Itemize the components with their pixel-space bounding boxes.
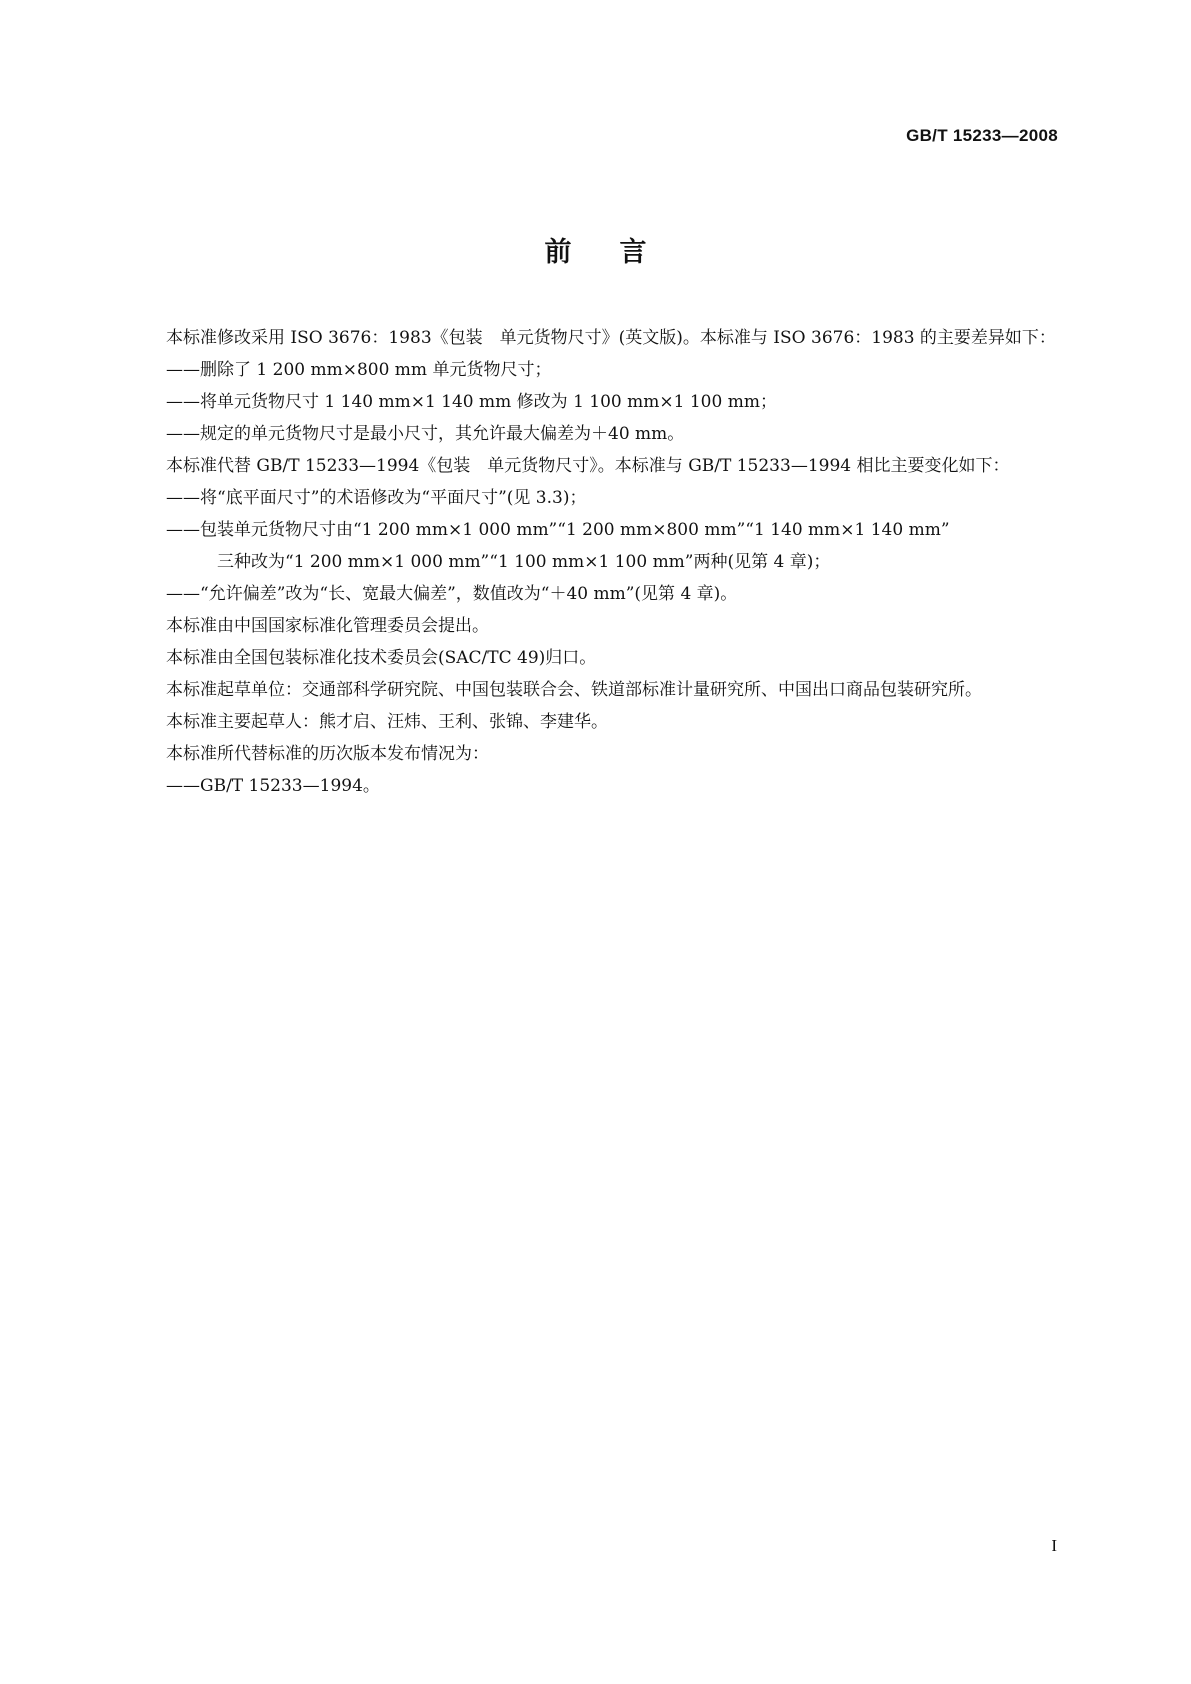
- change-item-1: ——将“底平面尺寸”的术语修改为“平面尺寸”(见 3.3)；: [166, 488, 587, 508]
- paragraph-managed-by: 本标准由全国包装标准化技术委员会(SAC/TC 49)归口。: [166, 648, 597, 668]
- change-item-2-continued: 三种改为“1 200 mm×1 000 mm”“1 100 mm×1 100 mm”两种(见第 4 章)；: [217, 552, 831, 572]
- change-item-3: ——“允许偏差”改为“长、宽最大偏差”，数值改为“＋40 mm”(见第 4 章)。: [166, 584, 738, 604]
- paragraph-adoption: 本标准修改采用 ISO 3676：1983《包装 单元货物尺寸》(英文版)。本标准与 ISO 3676：1983 的主要差异如下：: [166, 328, 1056, 348]
- difference-item-2: ——将单元货物尺寸 1 140 mm×1 140 mm 修改为 1 100 mm×1 100 mm；: [166, 392, 777, 412]
- difference-item-1: ——删除了 1 200 mm×800 mm 单元货物尺寸；: [166, 360, 552, 380]
- change-item-2: ——包装单元货物尺寸由“1 200 mm×1 000 mm”“1 200 mm×800 mm”“1 140 mm×1 140 mm”: [166, 520, 950, 540]
- history-item-1: ——GB/T 15233—1994。: [166, 776, 380, 796]
- standard-code: GB/T 15233—2008: [906, 126, 1058, 145]
- page-title: 前言: [544, 237, 695, 268]
- paragraph-drafting-units: 本标准起草单位：交通部科学研究院、中国包装联合会、铁道部标准计量研究所、中国出口商品包装研究所。: [166, 680, 982, 700]
- page-number: I: [1051, 1536, 1057, 1555]
- paragraph-history: 本标准所代替标准的历次版本发布情况为：: [166, 744, 489, 764]
- paragraph-replacement: 本标准代替 GB/T 15233—1994《包装 单元货物尺寸》。本标准与 GB/T 15233—1994 相比主要变化如下：: [166, 456, 1010, 476]
- difference-item-3: ——规定的单元货物尺寸是最小尺寸，其允许最大偏差为＋40 mm。: [166, 424, 685, 444]
- foreword-body: [132, 322, 1062, 802]
- paragraph-drafters: 本标准主要起草人：熊才启、汪炜、王利、张锦、李建华。: [166, 712, 608, 732]
- paragraph-proposed-by: 本标准由中国国家标准化管理委员会提出。: [166, 616, 489, 636]
